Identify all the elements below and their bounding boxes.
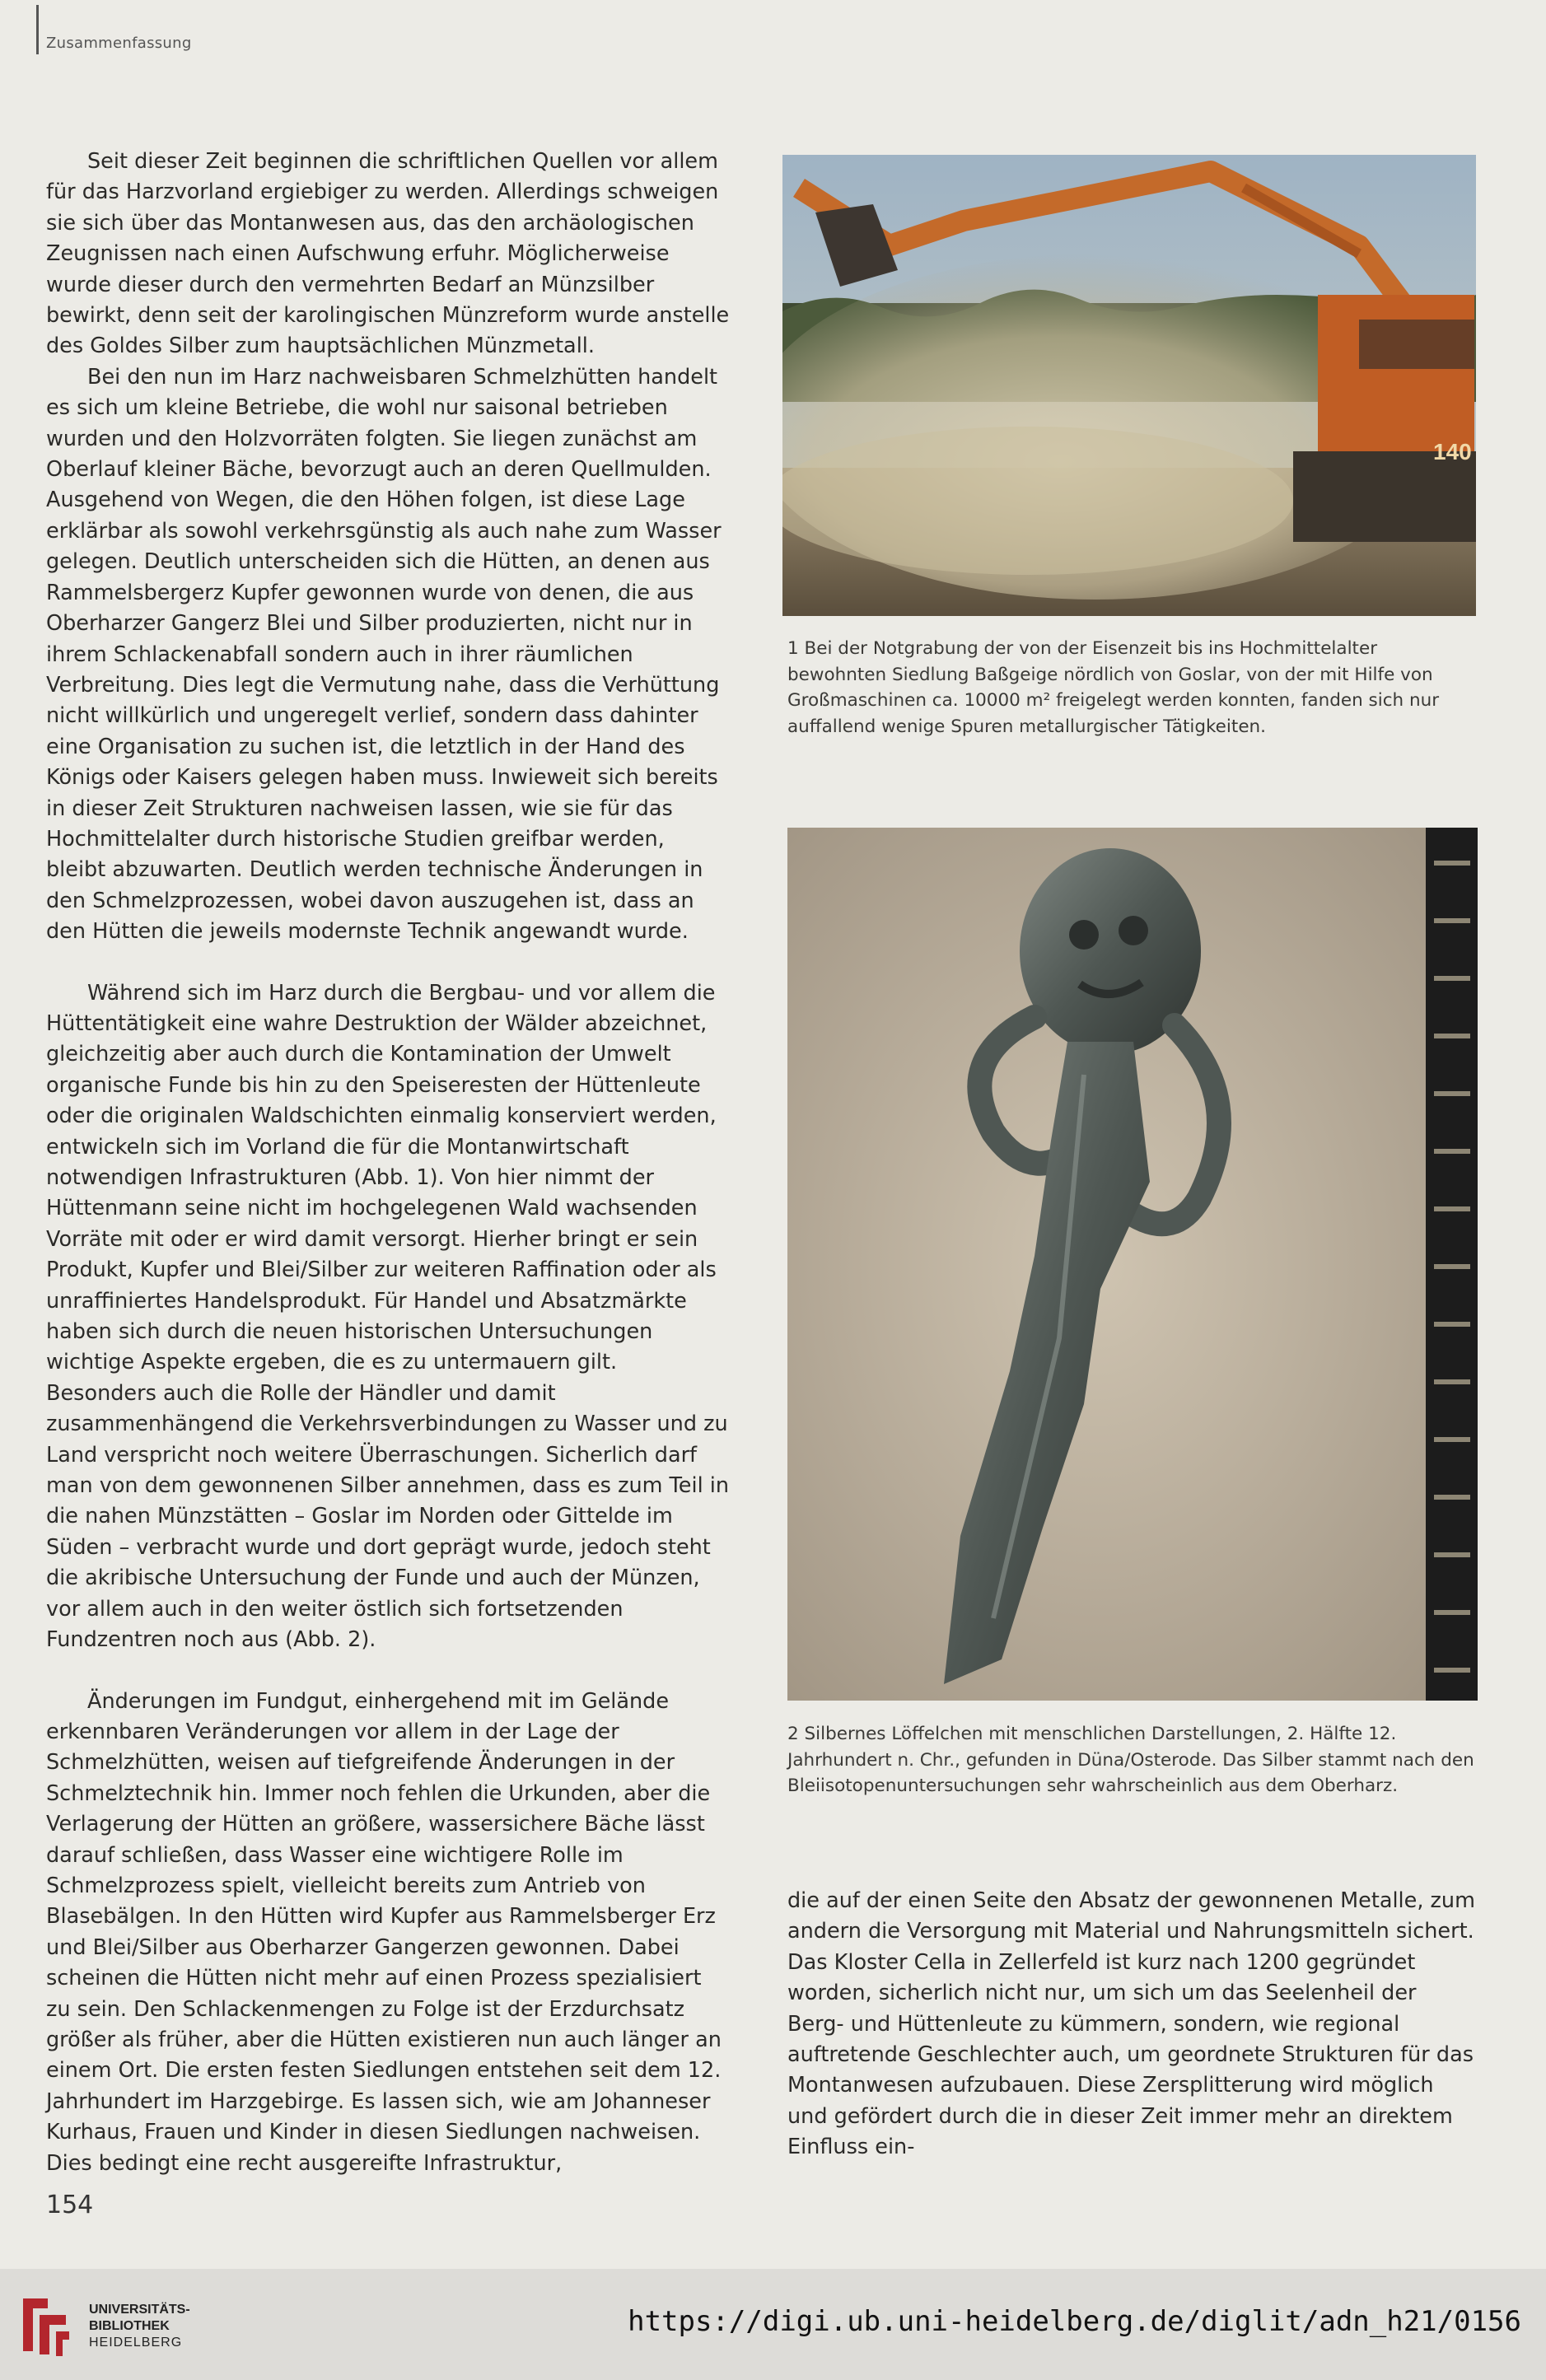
left-text-column: [46, 147, 730, 2179]
paragraph: die auf der einen Seite den Absatz der gewonnenen Metalle, zum andern die Versorgung mit Material und Nahrungsmitteln sichert. Das Kloster Cella in Zellerfeld ist kurz nach 1200 gegründet worden, sicherlich nicht nur, um sich um das Seelenheil der Berg- und Hüttenleute zu kümmern, sondern, wie regional auftretende Geschlechter auch, um geordnete Strukturen für das Montanwesen aufzubauen. Diese Zersplitterung wird möglich und gefördert durch die in dieser Zeit immer mehr an direktem Einfluss ein-: [787, 1888, 1475, 2160]
paragraph: Bei den nun im Harz nachweisbaren Schmelzhütten handelt es sich um kleine Betriebe, die wohl nur saisonal betrieben wurden und den Holzvorräten folgten. Sie liegen zunächst am Oberlauf kleiner Bäche, bevorzugt auch an deren Quellmulden. Ausgehend von Wegen, die den Höhen folgen, ist diese Lage erklärbar als sowohl verkehrsgünstig als auch nahe zum Wasser gelegen. Deutlich unterscheiden sich die Hütten, an denen aus Rammelsbergerz Kupfer gewonnen wurde von denen, die aus Oberharzer Gangerz Blei und Silber produzierten, nicht nur in ihrem Schlackenabfall sondern auch in ihrer räumlichen Verbreitung. Dies legt die Vermutung nahe, dass die Verhüttung nicht willkürlich und ungeregelt verlief, sondern dass dahinter eine Organisation zu suchen ist, die letztlich in der Hand des Königs oder Kaisers gelegen haben muss. Inwieweit sich bereits in dieser Zeit Strukturen nachweisen lassen, wie sie für das Hochmittelalter durch historische Studien greifbar werden, bleibt abzuwarten. Deutlich werden technische Änderungen in den Schmelzprozessen, wobei davon auszugehen ist, dass an den Hütten die jeweils modernste Technik angewandt wurde.: [46, 364, 722, 945]
figure-1-excavator-photo: [782, 155, 1476, 616]
silver-spoon-photo-image: [787, 828, 1478, 1701]
library-name-line: HEIDELBERG: [89, 2336, 183, 2350]
paragraph: Während sich im Harz durch die Bergbau- und vor allem die Hüttentätigkeit eine wahre Destruktion der Wälder abzeichnet, gleichzeitig aber auch durch die Kontamination der Umwelt organische Funde bis hin zu den Speiseresten der Hüttenleute oder die originalen Waldschichten einmalig konserviert werden, entwickeln sich im Vorland die für die Montanwirtschaft notwendigen Infrastrukturen (Abb. 1). Von hier nimmt der Hüttenmann seine nicht im hochgelegenen Wald wachsenden Vorräte mit oder er wird damit versorgt. Hierher bringt er sein Produkt, Kupfer und Blei/Silber zur weiteren Raffination oder als unraffiniertes Handelsprodukt. Für Handel und Absatzmärkte haben sich durch die neuen historischen Untersuchungen wichtige Aspekte ergeben, die es zu untermauern gilt. Besonders auch die Rolle der Händler und damit zusammenhängend die Verkehrsverbindungen zu Wasser und zu Land verspricht noch weitere Überraschungen. Sicherlich darf man von dem gewonnenen Silber annehmen, dass es zum Teil in die nahen Münzstätten – Goslar im Norden oder Gittelde im Süden – verbracht wurde und dort geprägt wurde, jedoch steht die akribische Untersuchung der Funde und auch der Münzen, vor allem auch in den weiter östlich sich fortsetzenden Fundzentren noch aus (Abb. 2).: [46, 980, 730, 1653]
source-url-link[interactable]: https://digi.ub.uni-heidelberg.de/diglit/adn_h21/0156: [628, 2305, 1521, 2338]
right-text-column: [787, 1886, 1479, 2163]
paragraph: Änderungen im Fundgut, einhergehend mit im Gelände erkennbaren Veränderungen vor allem in der Lage der Schmelzhütten, weisen auf tiefgreifende Änderungen in der Schmelztechnik hin. Immer noch fehlen die Urkunden, aber die Verlagerung der Hütten an größere, wassersichere Bäche lässt darauf schließen, dass Wasser eine wichtigere Rolle im Schmelzprozess spielt, vielleicht bereits zum Antrieb von Blasebälgen. In den Hütten wird Kupfer aus Rammelsberger Erz und Blei/Silber aus Oberharzer Gangerzen gewonnen. Dabei scheinen die Hütten nicht mehr auf einen Prozess spezialisiert zu sein. Den Schlackenmengen zu Folge ist der Erzdurchsatz größer als früher, aber die Hütten existieren nun auch länger an einem Ort. Die ersten festen Siedlungen entstehen seit dem 12. Jahrhundert im Harzgebirge. Es lassen sich, wie am Johanneser Kurhaus, Frauen und Kinder in diesen Siedlungen nachweisen. Dies bedingt eine recht ausgereifte Infrastruktur,: [46, 1688, 722, 2176]
paragraph: Seit dieser Zeit beginnen die schriftlichen Quellen vor allem für das Harzvorland ergiebiger zu werden. Allerdings schweigen sie sich über das Montanwesen aus, das den archäologischen Zeugnissen nach einen Aufschwung erfuhr. Möglicherweise wurde dieser durch den vermehrten Bedarf an Münzsilber bewirkt, denn seit der karolingischen Münzreform wurde anstelle des Goldes Silber zum hauptsächlichen Münzmetall.: [46, 149, 730, 359]
excavator-photo-image: [782, 155, 1476, 616]
library-name-line: UNIVERSITÄTS-: [89, 2303, 190, 2317]
figure-2-caption: 2 Silbernes Löffelchen mit menschlichen Darstellungen, 2. Hälfte 12. Jahrhundert n. Chr., gefunden in Düna/Osterode. Das Silber stammt nach den Bleiisotopenuntersuchungen sehr wahrscheinlich aus dem Oberharz.: [787, 1724, 1474, 1796]
figure-2-spoon-photo: [787, 828, 1478, 1701]
digitization-footer: [0, 2269, 1546, 2380]
svg-text:140: 140: [1433, 439, 1472, 464]
library-logo-icon[interactable]: [15, 2292, 74, 2358]
running-header: Zusammenfassung: [46, 35, 192, 52]
library-name-line: BIBLIOTHEK: [89, 2319, 170, 2333]
page-number: 154: [46, 2191, 94, 2219]
library-name[interactable]: [89, 2302, 190, 2351]
figure-1-caption: 1 Bei der Notgrabung der von der Eisenzeit bis ins Hochmittelalter bewohnten Siedlung Baßgeige nördlich von Goslar, von der mit Hilfe von Großmaschinen ca. 10000 m² freigelegt werden konnten, fanden sich nur auffallend wenige Spuren metallurgischer Tätigkeiten.: [787, 638, 1440, 737]
header-rule: [36, 5, 39, 54]
